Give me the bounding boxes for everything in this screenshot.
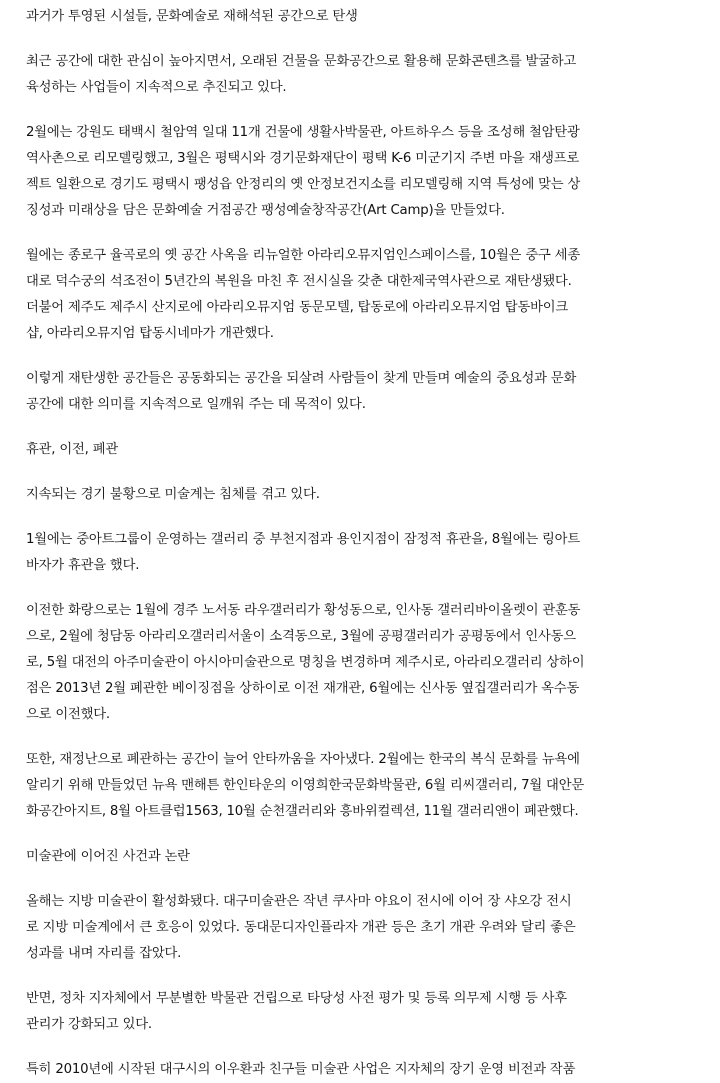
text-line: 바자가 휴관을 했다.	[26, 558, 140, 573]
paragraph	[26, 986, 706, 1038]
paragraph	[26, 747, 706, 825]
paragraph-gap	[26, 579, 706, 598]
text-line: 이렇게 재탄생한 공간들은 공동화되는 공간을 되살려 사람들이 찾게 만들며 예술의 중요성과 문화	[26, 371, 577, 386]
section-heading	[26, 4, 706, 30]
text-line: 역사촌으로 리모델링했고, 3월은 평택시와 경기문화재단이 평택 K-6 미군기지 주변 마을 재생프로	[26, 151, 580, 166]
text-line: 더불어 제주도 제주시 산지로에 아라리오뮤지엄 동문모텔, 탑동로에 아라리오뮤지엄 탑동바이크	[26, 300, 569, 315]
paragraph-gap	[26, 967, 706, 986]
paragraph-gap	[26, 224, 706, 243]
text-line: 점은 2013년 2월 폐관한 베이징점을 상하이로 이전 재개관, 6월에는 신사동 옆집갤러리가 옥수동	[26, 681, 580, 696]
section-heading	[26, 437, 706, 463]
paragraph	[26, 120, 706, 224]
text-line: 대로 덕수궁의 석조전이 5년간의 복원을 마친 후 전시실을 갖춘 대한제국역사관으로 재탄생됐다.	[26, 274, 572, 289]
paragraph	[26, 889, 706, 967]
text-line: 지속되는 경기 불황으로 미술계는 침체를 겪고 있다.	[26, 487, 320, 502]
text-line: 샵, 아라리오뮤지엄 탑동시네마가 개관했다.	[26, 326, 274, 341]
paragraph-gap	[26, 728, 706, 747]
text-line: 육성하는 사업들이 지속적으로 추진되고 있다.	[26, 80, 287, 95]
text-line: 과거가 투영된 시설들, 문화예술로 재해석된 공간으로 탄생	[26, 9, 358, 24]
section-heading	[26, 844, 706, 870]
paragraph	[26, 482, 706, 508]
paragraph	[26, 527, 706, 579]
text-line: 으로, 2월에 청담동 아라리오갤러리서울이 소격동으로, 3월에 공평갤러리가 공평동에서 인사동으	[26, 629, 576, 644]
text-line: 미술관에 이어진 사건과 논란	[26, 849, 190, 864]
document-body	[26, 0, 706, 1083]
text-line: 젝트 일환으로 경기도 평택시 팽성읍 안정리의 옛 안정보건지소를 리모델링해 지역 특성에 맞는 상	[26, 177, 581, 192]
text-line: 올해는 지방 미술관이 활성화됐다. 대구미술관은 작년 쿠사마 야요이 전시에 이어 장 샤오강 전시	[26, 894, 572, 909]
text-line: 최근 공간에 대한 관심이 높아지면서, 오래된 건물을 문화공간으로 활용해 문화콘텐츠를 발굴하고	[26, 54, 577, 69]
text-line: 로, 5월 대전의 아주미술관이 아시아미술관으로 명칭을 변경하며 제주시로, 아라리오갤러리 상하이	[26, 655, 585, 670]
paragraph	[26, 598, 706, 728]
paragraph	[26, 1057, 706, 1083]
paragraph-gap	[26, 1038, 706, 1057]
text-line: 휴관, 이전, 폐관	[26, 442, 118, 457]
paragraph-gap	[26, 418, 706, 437]
paragraph	[26, 49, 706, 101]
text-line: 성과를 내며 자리를 잡았다.	[26, 946, 182, 961]
paragraph-gap	[26, 101, 706, 120]
text-line: 관리가 강화되고 있다.	[26, 1017, 152, 1032]
text-line: 화공간아지트, 8월 아트클럽1563, 10월 순천갤러리와 흥바위컬렉션, 11월 갤러리앤이 폐관했다.	[26, 804, 579, 819]
text-line: 이전한 화랑으로는 1월에 경주 노서동 라우갤러리가 황성동으로, 인사동 갤러리바이올렛이 관훈동	[26, 603, 581, 618]
text-line: 공간에 대한 의미를 지속적으로 일깨워 주는 데 목적이 있다.	[26, 397, 366, 412]
text-line: 월에는 종로구 율곡로의 옛 공간 사옥을 리뉴얼한 아라리오뮤지엄인스페이스를, 10월은 중구 세종	[26, 248, 580, 263]
paragraph-gap	[26, 347, 706, 366]
text-line: 알리기 위해 만들었던 뉴욕 맨해튼 한인타운의 이영희한국문화박물관, 6월 리씨갤러리, 7월 대안문	[26, 778, 584, 793]
text-line: 로 지방 미술계에서 큰 호응이 있었다. 동대문디자인플라자 개관 등은 초기 개관 우려와 달리 좋은	[26, 920, 576, 935]
paragraph-gap	[26, 870, 706, 889]
text-line: 1월에는 중아트그룹이 운영하는 갤러리 중 부천지점과 용인지점이 잠정적 휴관을, 8월에는 링아트	[26, 532, 580, 547]
paragraph	[26, 243, 706, 347]
text-line: 또한, 재정난으로 폐관하는 공간이 늘어 안타까움을 자아냈다. 2월에는 한국의 복식 문화를 뉴욕에	[26, 752, 580, 767]
paragraph-gap	[26, 825, 706, 844]
text-line: 으로 이전했다.	[26, 707, 110, 722]
paragraph-gap	[26, 463, 706, 482]
text-line: 2월에는 강원도 태백시 철암역 일대 11개 건물에 생활사박물관, 아트하우스 등을 조성해 철암탄광	[26, 125, 580, 140]
text-line: 징성과 미래상을 담은 문화예술 거점공간 팽성예술창작공간(Art Camp)을 만들었다.	[26, 203, 505, 218]
paragraph-gap	[26, 508, 706, 527]
text-line: 특히 2010년에 시작된 대구시의 이우환과 친구들 미술관 사업은 지자체의 장기 운영 비전과 작품	[26, 1062, 576, 1077]
text-line: 반면, 정차 지자체에서 무분별한 박물관 건립으로 타당성 사전 평가 및 등록 의무제 시행 등 사후	[26, 991, 567, 1006]
paragraph	[26, 366, 706, 418]
paragraph-gap	[26, 30, 706, 49]
